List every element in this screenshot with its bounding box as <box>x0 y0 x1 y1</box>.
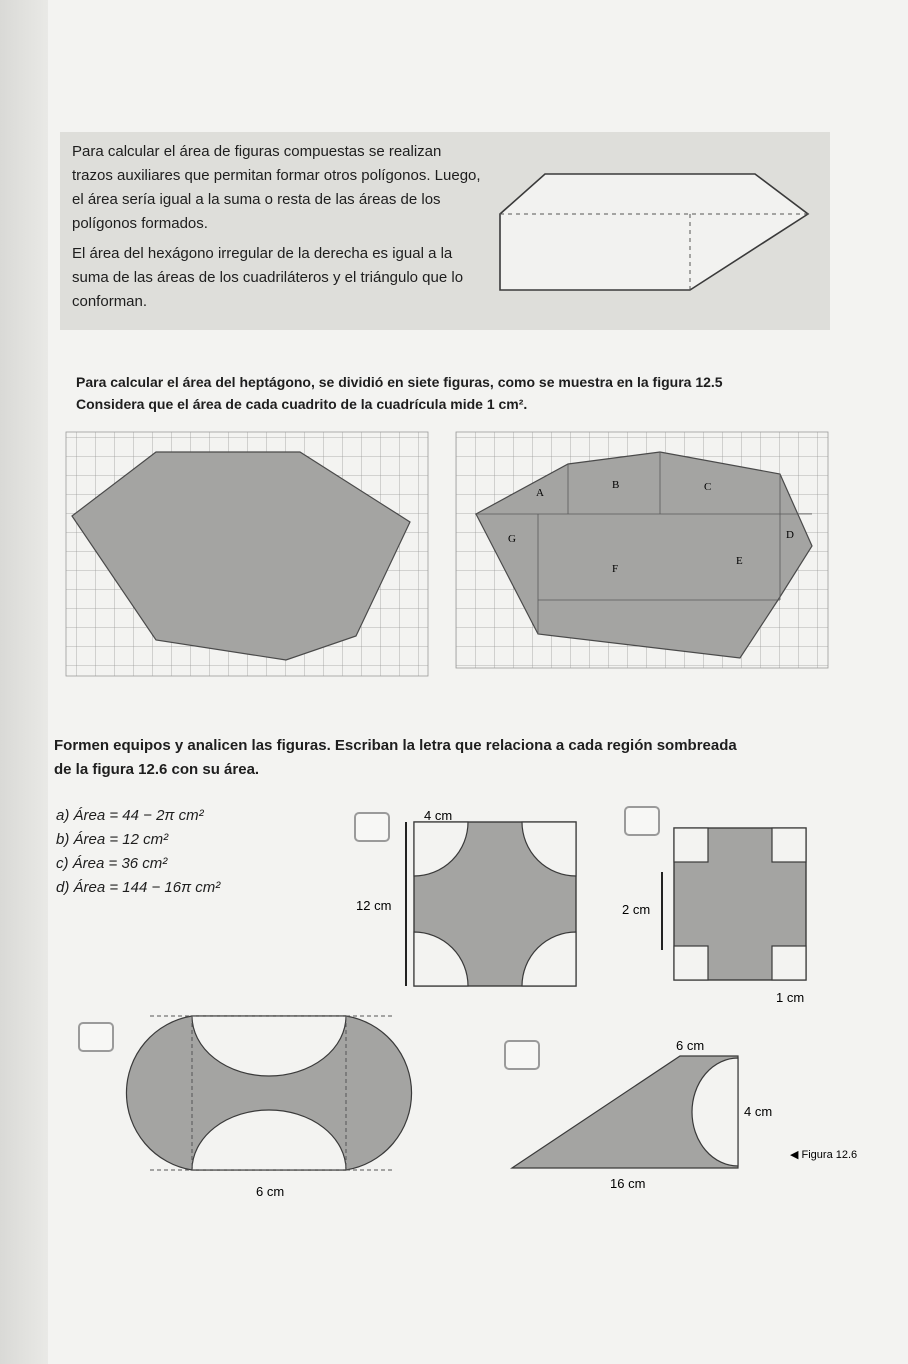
trapezoid-figure <box>512 1038 857 1191</box>
trapezoid-bottom-label: 16 cm <box>610 1176 646 1191</box>
activity-instruction-2: de la figura 12.6 con su área. <box>54 761 260 778</box>
option-c: c) Área = 36 cm² <box>56 855 168 872</box>
trapezoid-side-label: 4 cm <box>744 1104 773 1119</box>
region-label-d: D <box>786 529 794 541</box>
option-a: a) Área = 44 − 2π cm² <box>56 807 204 824</box>
region-label-e: E <box>736 555 743 567</box>
heptagon-left <box>66 432 428 676</box>
region-label-f: F <box>612 563 619 575</box>
heptagon-line-1: Para calcular el área del heptágono, se dividió en siete figuras, como se muestra en la figura 12.5 <box>76 374 723 390</box>
region-label-b: B <box>612 479 620 491</box>
option-b: b) Área = 12 cm² <box>56 831 169 848</box>
square2-side-label: 2 cm <box>622 902 651 917</box>
figure-caption: ◀ Figura 12.6 <box>790 1149 858 1161</box>
semicircle-figure <box>126 1016 411 1199</box>
region-label-a: A <box>536 487 544 499</box>
hexagon-figure <box>500 174 808 290</box>
square-top-label: 4 cm <box>424 808 453 823</box>
heptagon-right <box>456 432 828 668</box>
region-label-c: C <box>704 481 712 493</box>
trapezoid-top-label: 6 cm <box>676 1038 705 1053</box>
square-with-corners <box>622 828 806 1005</box>
intro-paragraph-2: El área del hexágono irregular de la derecha es igual a la suma de las áreas de los cuadriláteros y el triángulo que lo conforman. <box>72 245 464 310</box>
square-with-arcs <box>356 808 576 986</box>
option-d: d) Área = 144 − 16π cm² <box>56 879 221 896</box>
heptagon-line-2: Considera que el área de cada cuadrito de la cuadrícula mide 1 cm². <box>76 396 528 412</box>
square2-bottom-label: 1 cm <box>776 990 805 1005</box>
region-label-g: G <box>508 533 516 545</box>
semicircle-bottom-label: 6 cm <box>256 1184 285 1199</box>
intro-paragraph-1: Para calcular el área de figuras compuestas se realizan trazos auxiliares que permitan formar otros polígonos. Luego, el área sería igual a la suma o resta de las áreas de los polígonos formados. <box>72 143 481 232</box>
activity-instruction-1: Formen equipos y analicen las figuras. Escriban la letra que relaciona a cada región sombreada <box>54 737 737 754</box>
square-side-label: 12 cm <box>356 898 392 913</box>
